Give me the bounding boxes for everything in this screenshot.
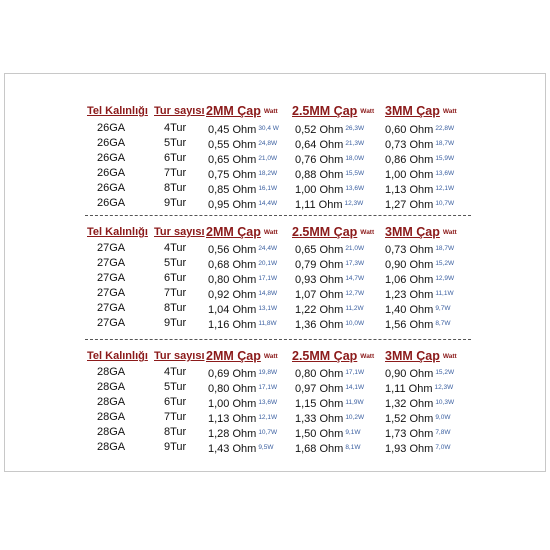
ohm-3mm-cell: 0,73 Ohm $^{18,7W}$ bbox=[385, 139, 455, 151]
gauge-cell: 28GA bbox=[97, 441, 126, 453]
gauge-cell: 26GA bbox=[97, 197, 126, 209]
header-watt: Watt bbox=[442, 229, 457, 236]
table-row bbox=[5, 121, 545, 136]
gauge-cell: 28GA bbox=[97, 381, 126, 393]
ohm-3mm-cell: 1,56 Ohm $^{8,7W}$ bbox=[385, 319, 451, 331]
turns-cell: 5Tur bbox=[164, 381, 187, 393]
ohm-2mm-cell: 1,16 Ohm $^{11,8W}$ bbox=[208, 319, 277, 331]
turns-cell: 5Tur bbox=[164, 257, 187, 269]
watt-value: 26,3W bbox=[345, 125, 365, 132]
table-row bbox=[5, 365, 545, 380]
table-row bbox=[5, 301, 545, 316]
watt-value: 20,1W bbox=[258, 260, 278, 267]
ohm-2mm-cell: 0,75 Ohm $^{18,2W}$ bbox=[208, 169, 278, 181]
header-3mm: 3MM Çap Watt bbox=[385, 225, 457, 239]
header-watt: Watt bbox=[360, 108, 375, 115]
ohm-2mm-cell: 0,69 Ohm $^{19,8W}$ bbox=[208, 368, 278, 380]
header-gauge: Tel Kalınlığı bbox=[87, 350, 148, 362]
table-header bbox=[5, 225, 545, 240]
watt-value: 17,3W bbox=[345, 260, 365, 267]
watt-value: 18,0W bbox=[345, 155, 365, 162]
header-watt: Watt bbox=[263, 108, 278, 115]
watt-value: 24,4W bbox=[258, 245, 278, 252]
header-2-5mm: 2.5MM Çap Watt bbox=[292, 225, 375, 239]
gauge-cell: 28GA bbox=[97, 426, 126, 438]
watt-value: 11,9W bbox=[345, 399, 364, 406]
ohm-3mm-cell: 1,06 Ohm $^{12,9W}$ bbox=[385, 274, 455, 286]
header-3mm: 3MM Çap Watt bbox=[385, 349, 457, 363]
section-divider bbox=[85, 339, 471, 340]
header-watt: Watt bbox=[263, 353, 278, 360]
watt-value: 19,8W bbox=[258, 369, 278, 376]
ohm-2mm-cell: 1,28 Ohm $^{10,7W}$ bbox=[208, 428, 278, 440]
header-watt: Watt bbox=[360, 229, 375, 236]
header-turns: Tur sayısı bbox=[154, 226, 205, 238]
turns-cell: 9Tur bbox=[164, 197, 187, 209]
header-watt: Watt bbox=[263, 229, 278, 236]
watt-value: 9,5W bbox=[258, 444, 274, 451]
header-watt: Watt bbox=[442, 108, 457, 115]
watt-value: 13,6W bbox=[435, 170, 455, 177]
ohm-2mm-cell: 0,92 Ohm $^{14,8W}$ bbox=[208, 289, 278, 301]
ohm-3mm-cell: 1,11 Ohm $^{12,3W}$ bbox=[385, 383, 454, 395]
watt-value: 16,1W bbox=[258, 185, 278, 192]
watt-value: 7,0W bbox=[435, 444, 451, 451]
gauge-cell: 27GA bbox=[97, 287, 126, 299]
ohm-2-5mm-cell: 0,76 Ohm $^{18,0W}$ bbox=[295, 154, 365, 166]
ohm-2mm-cell: 1,00 Ohm $^{13,6W}$ bbox=[208, 398, 278, 410]
watt-value: 12,3W bbox=[344, 200, 364, 207]
turns-cell: 7Tur bbox=[164, 167, 187, 179]
table-row bbox=[5, 380, 545, 395]
watt-value: 12,7W bbox=[345, 290, 365, 297]
gauge-cell: 28GA bbox=[97, 396, 126, 408]
ohm-2-5mm-cell: 0,88 Ohm $^{15,5W}$ bbox=[295, 169, 365, 181]
ohm-2-5mm-cell: 0,65 Ohm $^{21,0W}$ bbox=[295, 244, 365, 256]
table-row bbox=[5, 271, 545, 286]
gauge-cell: 28GA bbox=[97, 411, 126, 423]
gauge-cell: 27GA bbox=[97, 317, 126, 329]
ohm-3mm-cell: 1,23 Ohm $^{11,1W}$ bbox=[385, 289, 454, 301]
watt-value: 30,4 W bbox=[258, 125, 279, 132]
ohm-2mm-cell: 0,68 Ohm $^{20,1W}$ bbox=[208, 259, 278, 271]
turns-cell: 9Tur bbox=[164, 317, 187, 329]
turns-cell: 4Tur bbox=[164, 122, 187, 134]
watt-value: 14,4W bbox=[258, 200, 278, 207]
ohm-3mm-cell: 1,52 Ohm $^{9,0W}$ bbox=[385, 413, 451, 425]
watt-value: 8,1W bbox=[345, 444, 361, 451]
turns-cell: 6Tur bbox=[164, 152, 187, 164]
watt-value: 7,8W bbox=[435, 429, 451, 436]
watt-value: 17,1W bbox=[258, 384, 278, 391]
table-row bbox=[5, 440, 545, 455]
ohm-2mm-cell: 0,65 Ohm $^{21,0W}$ bbox=[208, 154, 278, 166]
watt-value: 10,2W bbox=[345, 414, 365, 421]
ohm-2mm-cell: 1,43 Ohm $^{9,5W}$ bbox=[208, 443, 274, 455]
table-row bbox=[5, 425, 545, 440]
table-row bbox=[5, 196, 545, 211]
ohm-2-5mm-cell: 0,80 Ohm $^{17,1W}$ bbox=[295, 368, 365, 380]
watt-value: 14,8W bbox=[258, 290, 278, 297]
header-gauge: Tel Kalınlığı bbox=[87, 105, 148, 117]
watt-value: 11,8W bbox=[258, 320, 277, 327]
watt-value: 12,9W bbox=[435, 275, 455, 282]
watt-value: 9,0W bbox=[435, 414, 451, 421]
ohm-3mm-cell: 1,40 Ohm $^{9,7W}$ bbox=[385, 304, 451, 316]
turns-cell: 6Tur bbox=[164, 396, 187, 408]
watt-value: 22,8W bbox=[435, 125, 455, 132]
header-2mm: 2MM Çap Watt bbox=[206, 104, 278, 118]
turns-cell: 5Tur bbox=[164, 137, 187, 149]
watt-value: 21,0W bbox=[258, 155, 278, 162]
ohm-2mm-cell: 0,55 Ohm $^{24,8W}$ bbox=[208, 139, 278, 151]
watt-value: 13,6W bbox=[345, 185, 365, 192]
header-watt: Watt bbox=[360, 353, 375, 360]
ohm-3mm-cell: 1,93 Ohm $^{7,0W}$ bbox=[385, 443, 451, 455]
section-divider bbox=[85, 215, 471, 216]
ohm-2mm-cell: 0,80 Ohm $^{17,1W}$ bbox=[208, 274, 278, 286]
ohm-3mm-cell: 0,86 Ohm $^{15,9W}$ bbox=[385, 154, 455, 166]
turns-cell: 4Tur bbox=[164, 366, 187, 378]
gauge-cell: 26GA bbox=[97, 167, 126, 179]
table-row bbox=[5, 241, 545, 256]
gauge-cell: 27GA bbox=[97, 302, 126, 314]
table-row bbox=[5, 136, 545, 151]
watt-value: 10,7W bbox=[258, 429, 278, 436]
ohm-3mm-cell: 1,73 Ohm $^{7,8W}$ bbox=[385, 428, 451, 440]
gauge-cell: 27GA bbox=[97, 272, 126, 284]
watt-value: 21,0W bbox=[345, 245, 365, 252]
watt-value: 14,1W bbox=[345, 384, 365, 391]
ohm-2mm-cell: 0,56 Ohm $^{24,4W}$ bbox=[208, 244, 278, 256]
header-2-5mm: 2.5MM Çap Watt bbox=[292, 349, 375, 363]
ohm-2-5mm-cell: 1,68 Ohm $^{8,1W}$ bbox=[295, 443, 361, 455]
ohm-2-5mm-cell: 1,22 Ohm $^{11,2W}$ bbox=[295, 304, 364, 316]
watt-value: 10,7W bbox=[435, 200, 455, 207]
ohm-2mm-cell: 0,95 Ohm $^{14,4W}$ bbox=[208, 199, 278, 211]
turns-cell: 6Tur bbox=[164, 272, 187, 284]
turns-cell: 8Tur bbox=[164, 302, 187, 314]
ohm-3mm-cell: 0,90 Ohm $^{15,2W}$ bbox=[385, 259, 455, 271]
ohm-2-5mm-cell: 0,97 Ohm $^{14,1W}$ bbox=[295, 383, 365, 395]
watt-value: 12,1W bbox=[435, 185, 455, 192]
turns-cell: 7Tur bbox=[164, 287, 187, 299]
watt-value: 18,2W bbox=[258, 170, 278, 177]
ohm-2-5mm-cell: 0,93 Ohm $^{14,7W}$ bbox=[295, 274, 365, 286]
ohm-2-5mm-cell: 1,33 Ohm $^{10,2W}$ bbox=[295, 413, 365, 425]
gauge-cell: 26GA bbox=[97, 122, 126, 134]
gauge-cell: 28GA bbox=[97, 366, 126, 378]
ohm-2-5mm-cell: 1,50 Ohm $^{9,1W}$ bbox=[295, 428, 361, 440]
header-2-5mm: 2.5MM Çap Watt bbox=[292, 104, 375, 118]
watt-value: 15,5W bbox=[345, 170, 365, 177]
header-3mm: 3MM Çap Watt bbox=[385, 104, 457, 118]
ohm-2mm-cell: 0,80 Ohm $^{17,1W}$ bbox=[208, 383, 278, 395]
watt-value: 11,2W bbox=[345, 305, 364, 312]
gauge-cell: 26GA bbox=[97, 182, 126, 194]
watt-value: 17,1W bbox=[345, 369, 365, 376]
ohm-2-5mm-cell: 0,64 Ohm $^{21,3W}$ bbox=[295, 139, 365, 151]
watt-value: 14,7W bbox=[345, 275, 365, 282]
gauge-cell: 26GA bbox=[97, 137, 126, 149]
table-row bbox=[5, 181, 545, 196]
turns-cell: 8Tur bbox=[164, 426, 187, 438]
ohm-2-5mm-cell: 1,11 Ohm $^{12,3W}$ bbox=[295, 199, 364, 211]
gauge-cell: 27GA bbox=[97, 257, 126, 269]
table-header bbox=[5, 104, 545, 119]
table-row bbox=[5, 151, 545, 166]
turns-cell: 4Tur bbox=[164, 242, 187, 254]
watt-value: 11,1W bbox=[435, 290, 454, 297]
table-row bbox=[5, 410, 545, 425]
table-row bbox=[5, 316, 545, 331]
table-row bbox=[5, 256, 545, 271]
watt-value: 9,7W bbox=[435, 305, 451, 312]
watt-value: 24,8W bbox=[258, 140, 278, 147]
watt-value: 13,1W bbox=[258, 305, 278, 312]
header-turns: Tur sayısı bbox=[154, 350, 205, 362]
ohm-2mm-cell: 0,85 Ohm $^{16,1W}$ bbox=[208, 184, 278, 196]
watt-value: 13,6W bbox=[258, 399, 278, 406]
ohm-3mm-cell: 0,73 Ohm $^{18,7W}$ bbox=[385, 244, 455, 256]
ohm-2-5mm-cell: 1,07 Ohm $^{12,7W}$ bbox=[295, 289, 365, 301]
ohm-2mm-cell: 0,45 Ohm $^{30,4 W}$ bbox=[208, 124, 279, 136]
table-row bbox=[5, 286, 545, 301]
ohm-2mm-cell: 1,04 Ohm $^{13,1W}$ bbox=[208, 304, 278, 316]
table-row bbox=[5, 166, 545, 181]
header-2mm: 2MM Çap Watt bbox=[206, 349, 278, 363]
table-row bbox=[5, 395, 545, 410]
ohm-2-5mm-cell: 0,79 Ohm $^{17,3W}$ bbox=[295, 259, 365, 271]
header-gauge: Tel Kalınlığı bbox=[87, 226, 148, 238]
watt-value: 8,7W bbox=[435, 320, 451, 327]
resistance-table-sheet bbox=[4, 73, 546, 472]
header-2mm: 2MM Çap Watt bbox=[206, 225, 278, 239]
watt-value: 10,0W bbox=[345, 320, 365, 327]
ohm-2-5mm-cell: 1,15 Ohm $^{11,9W}$ bbox=[295, 398, 364, 410]
ohm-3mm-cell: 1,27 Ohm $^{10,7W}$ bbox=[385, 199, 455, 211]
watt-value: 15,2W bbox=[435, 369, 455, 376]
turns-cell: 9Tur bbox=[164, 441, 187, 453]
watt-value: 15,2W bbox=[435, 260, 455, 267]
watt-value: 12,3W bbox=[434, 384, 454, 391]
watt-value: 12,1W bbox=[258, 414, 278, 421]
gauge-cell: 26GA bbox=[97, 152, 126, 164]
ohm-3mm-cell: 0,90 Ohm $^{15,2W}$ bbox=[385, 368, 455, 380]
watt-value: 18,7W bbox=[435, 140, 455, 147]
table-header bbox=[5, 349, 545, 364]
watt-value: 9,1W bbox=[345, 429, 361, 436]
header-watt: Watt bbox=[442, 353, 457, 360]
header-turns: Tur sayısı bbox=[154, 105, 205, 117]
turns-cell: 8Tur bbox=[164, 182, 187, 194]
watt-value: 17,1W bbox=[258, 275, 278, 282]
watt-value: 21,3W bbox=[345, 140, 365, 147]
ohm-3mm-cell: 1,00 Ohm $^{13,6W}$ bbox=[385, 169, 455, 181]
watt-value: 18,7W bbox=[435, 245, 455, 252]
ohm-2-5mm-cell: 0,52 Ohm $^{26,3W}$ bbox=[295, 124, 365, 136]
ohm-3mm-cell: 0,60 Ohm $^{22,8W}$ bbox=[385, 124, 455, 136]
ohm-2-5mm-cell: 1,00 Ohm $^{13,6W}$ bbox=[295, 184, 365, 196]
gauge-cell: 27GA bbox=[97, 242, 126, 254]
ohm-3mm-cell: 1,32 Ohm $^{10,3W}$ bbox=[385, 398, 455, 410]
watt-value: 15,9W bbox=[435, 155, 455, 162]
ohm-2-5mm-cell: 1,36 Ohm $^{10,0W}$ bbox=[295, 319, 365, 331]
turns-cell: 7Tur bbox=[164, 411, 187, 423]
ohm-3mm-cell: 1,13 Ohm $^{12,1W}$ bbox=[385, 184, 455, 196]
ohm-2mm-cell: 1,13 Ohm $^{12,1W}$ bbox=[208, 413, 278, 425]
watt-value: 10,3W bbox=[435, 399, 455, 406]
